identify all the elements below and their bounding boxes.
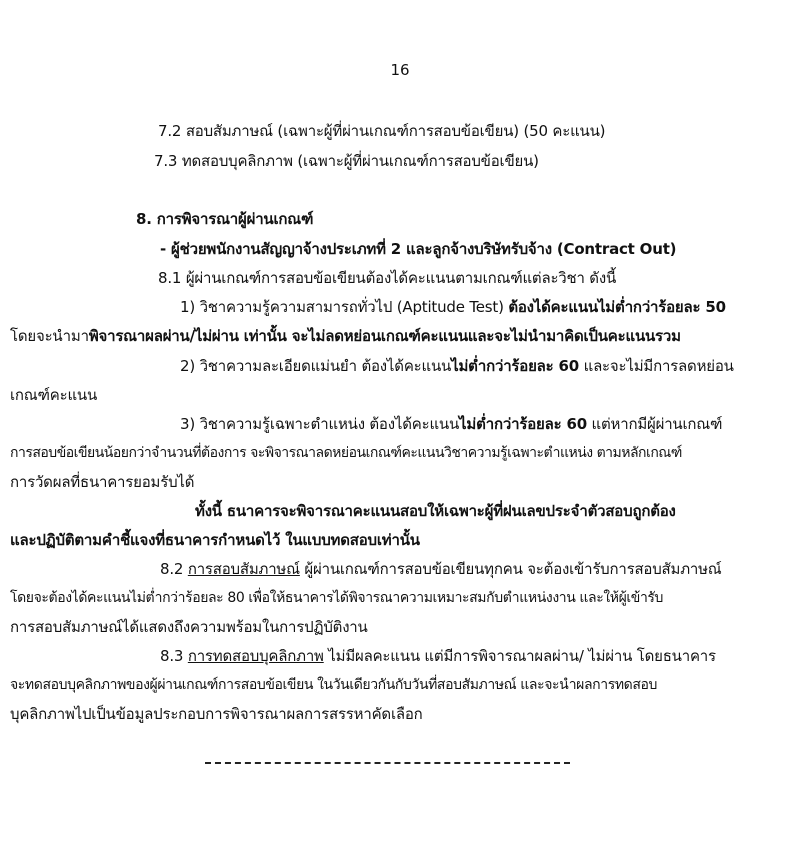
item-7-3: 7.3 ทดสอบบุคลิกภาพ (เฉพาะผู้ที่ผ่านเกณฑ์การสอบข้อเขียน) (154, 152, 539, 170)
item-8-3-text: ไม่มีผลคะแนน แต่มีการพิจารณาผลผ่าน/ ไม่ผ่าน โดยธนาคาร (323, 647, 716, 665)
item-8-3-number: 8.3 (160, 647, 188, 665)
criterion-1-cont-text: โดยจะนำมา (10, 327, 89, 345)
criterion-3-continued: การสอบข้อเขียนน้อยกว่าจำนวนที่ต้องการ จะพิจารณาลดหย่อนเกณฑ์คะแนนวิชาความรู้เฉพาะตำแหน่ง ตามหลักเกณฑ์ (10, 445, 682, 461)
criterion-2-tail: และจะไม่มีการลดหย่อน (579, 357, 734, 375)
note-line-1: ทั้งนี้ ธนาคารจะพิจารณาคะแนนสอบให้เฉพาะผู้ที่ฝนเลขประจำตัวสอบถูกต้อง (195, 502, 676, 520)
criterion-2-requirement: ไม่ต่ำกว่าร้อยละ 60 (451, 357, 580, 375)
end-divider (205, 762, 570, 764)
page-number: 16 (390, 61, 410, 79)
criterion-1-requirement: ต้องได้คะแนนไม่ต่ำกว่าร้อยละ 50 (508, 298, 726, 316)
criterion-1-continued (10, 326, 681, 346)
criterion-1-text: 1) วิชาความรู้ความสามารถทั่วไป (Aptitude Test) (180, 298, 509, 316)
item-7-2: 7.2 สอบสัมภาษณ์ (เฉพาะผู้ที่ผ่านเกณฑ์การสอบข้อเขียน) (50 คะแนน) (158, 122, 606, 140)
note-line-2: และปฏิบัติตามคำชี้แจงที่ธนาคารกำหนดไว้ ในแบบทดสอบเท่านั้น (10, 531, 420, 549)
criterion-3-tail: แต่หากมีผู้ผ่านเกณฑ์ (586, 415, 723, 433)
item-8-2-continued: โดยจะต้องได้คะแนนไม่ต่ำกว่าร้อยละ 80 เพื่อให้ธนาคารได้พิจารณาความเหมาะสมกับตำแหน่งงาน และให้ผู้เข้ารับ (10, 590, 664, 606)
section-8-subheading: - ผู้ช่วยพนักงานสัญญาจ้างประเภทที่ 2 และลูกจ้างบริษัทรับจ้าง (Contract Out) (160, 240, 677, 258)
criterion-3-text: 3) วิชาความรู้เฉพาะตำแหน่ง ต้องได้คะแนน (180, 415, 460, 433)
item-8-3-continued: จะทดสอบบุคลิกภาพของผู้ผ่านเกณฑ์การสอบข้อเขียน ในวันเดียวกันกับวันที่สอบสัมภาษณ์ และจะนำผลการทดสอบ (10, 677, 657, 693)
item-8-2 (160, 559, 722, 579)
criterion-3-continued-2: การวัดผลที่ธนาคารยอมรับได้ (10, 473, 195, 491)
item-8-2-text: ผู้ผ่านเกณฑ์การสอบข้อเขียนทุกคน จะต้องเข้ารับการสอบสัมภาษณ์ (299, 560, 722, 578)
item-8-2-title: การสอบสัมภาษณ์ (187, 560, 300, 578)
item-8-3 (160, 646, 716, 666)
item-8-2-number: 8.2 (160, 560, 188, 578)
criterion-1-cont-bold: พิจารณาผลผ่าน/ไม่ผ่าน เท่านั้น จะไม่ลดหย่อนเกณฑ์คะแนนและจะไม่นำมาคิดเป็นคะแนนรวม (88, 327, 681, 345)
item-8-3-title: การทดสอบบุคลิกภาพ (187, 647, 324, 665)
item-8-2-continued-2: การสอบสัมภาษณ์ได้แสดงถึงความพร้อมในการปฏิบัติงาน (10, 618, 368, 636)
criterion-1 (180, 297, 726, 317)
criterion-3 (180, 414, 722, 434)
section-8-heading: 8. การพิจารณาผู้ผ่านเกณฑ์ (136, 210, 314, 228)
criterion-2-continued: เกณฑ์คะแนน (10, 386, 98, 404)
item-8-3-continued-2: บุคลิกภาพไปเป็นข้อมูลประกอบการพิจารณาผลการสรรหาคัดเลือก (10, 705, 423, 723)
item-8-1: 8.1 ผู้ผ่านเกณฑ์การสอบข้อเขียนต้องได้คะแนนตามเกณฑ์แต่ละวิชา ดังนี้ (158, 269, 617, 287)
criterion-2-text: 2) วิชาความละเอียดแม่นยำ ต้องได้คะแนน (180, 357, 452, 375)
criterion-3-requirement: ไม่ต่ำกว่าร้อยละ 60 (459, 415, 587, 433)
criterion-2 (180, 356, 734, 376)
